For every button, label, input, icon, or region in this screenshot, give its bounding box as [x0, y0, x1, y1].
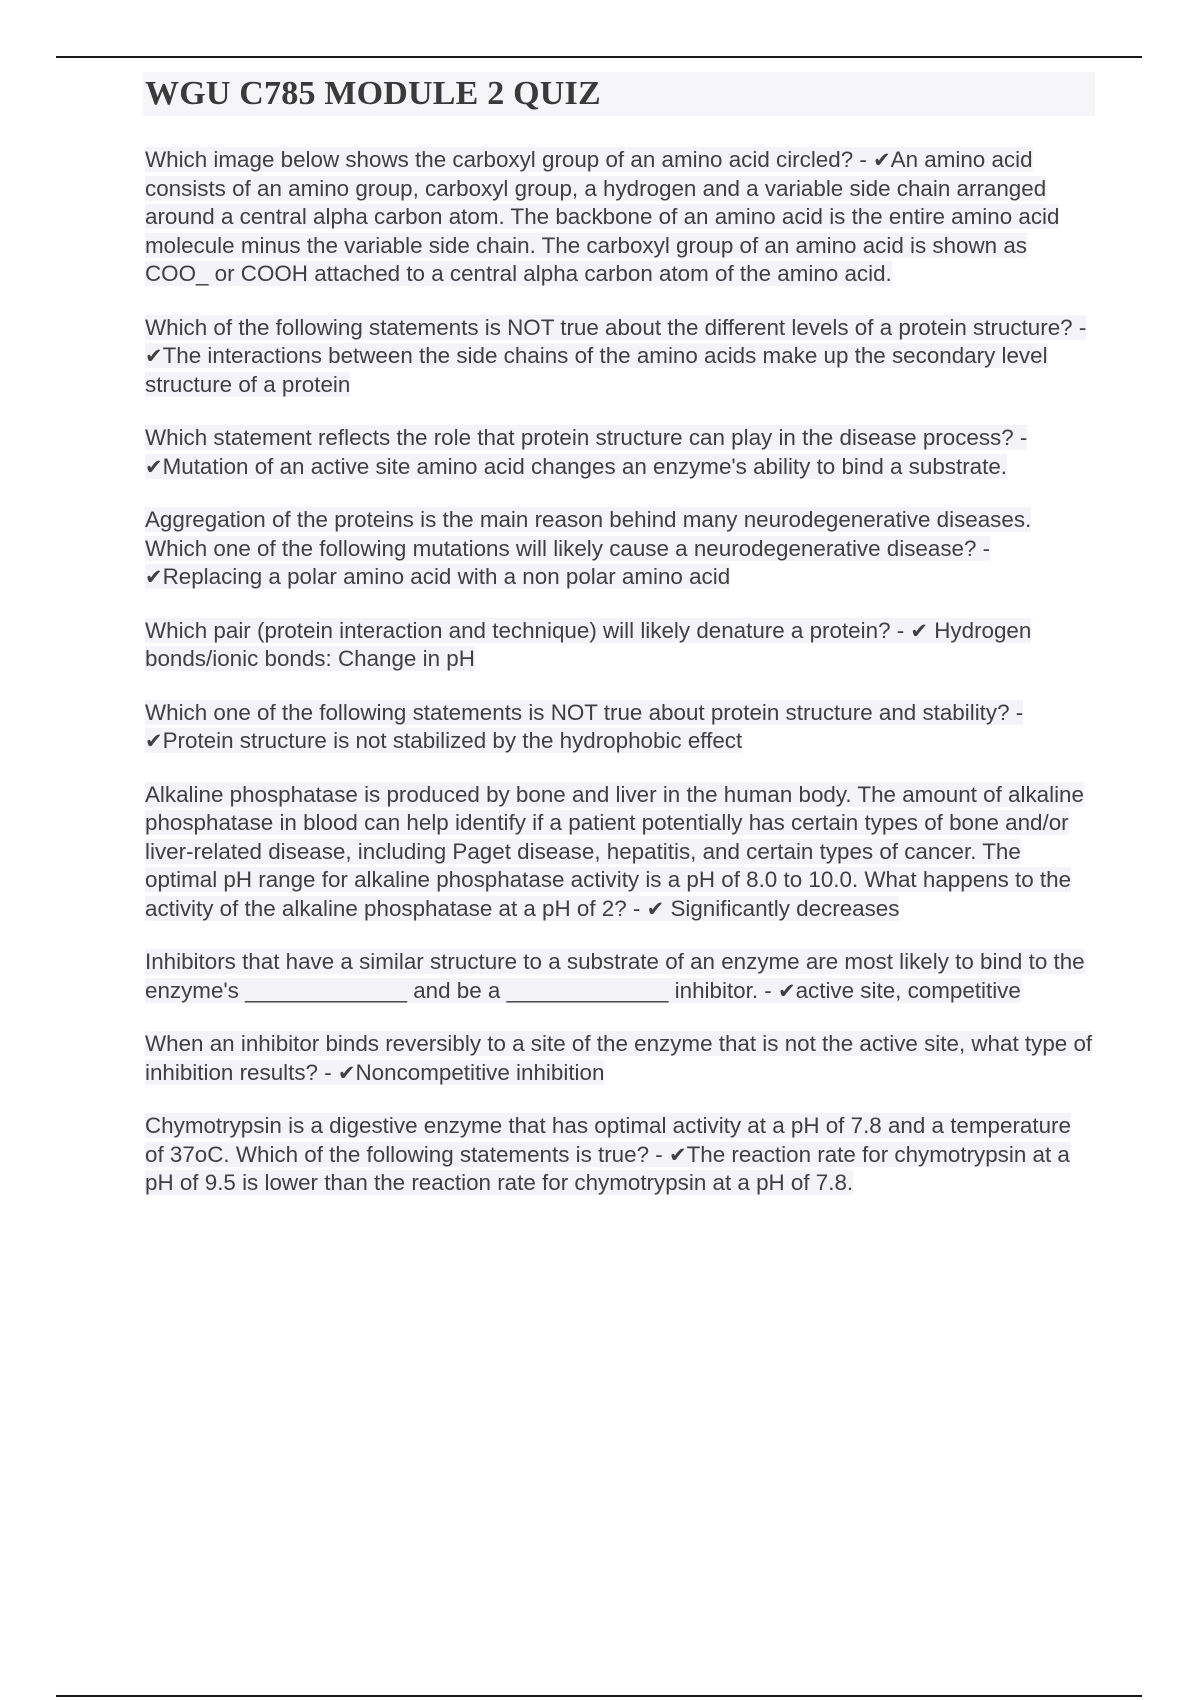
qa-item [145, 699, 1095, 756]
top-rule [56, 56, 1142, 58]
answer-text: The reaction rate for chymotrypsin at a pH of 9.5 is lower than the reaction rate for chymotrypsin at a pH of 7.8. [145, 1141, 1070, 1195]
qa-item-text [145, 507, 1031, 589]
question-text: Which pair (protein interaction and technique) will likely denature a protein? - [145, 617, 911, 643]
answer-text: active site, competitive [795, 977, 1021, 1003]
document-body [145, 72, 1095, 1223]
answer-text: The interactions between the side chains of the amino acids make up the secondary level structure of a protein [145, 343, 1048, 397]
checkmark-icon: ✔ [873, 148, 891, 172]
question-text: Which image below shows the carboxyl group of an amino acid circled? - [145, 147, 874, 172]
qa-item [145, 424, 1095, 481]
qa-item-text [145, 425, 1027, 479]
checkmark-icon: ✔ [910, 618, 929, 643]
answer-text: Mutation of an active site amino acid changes an enzyme's ability to bind a substrate. [162, 453, 1008, 479]
checkmark-icon: ✔ [145, 729, 163, 753]
checkmark-icon: ✔ [145, 565, 163, 589]
qa-item-text [145, 1031, 1092, 1085]
question-text: Alkaline phosphatase is produced by bone and liver in the human body. The amount of alkaline phosphatase in blood can help identify if a patient potentially has certain types of bone and/or liver-related disease, including Paget disease, hepatitis, and certain types of cancer. The optimal pH range for alkaline phosphatase activity is a pH of 8.0 to 10.0. What happens to the activity of the alkaline phosphatase at a pH of 2? - [145, 781, 1084, 921]
qa-item [145, 1030, 1095, 1087]
bottom-rule [56, 1695, 1142, 1697]
document-title: WGU C785 MODULE 2 QUIZ [145, 75, 601, 112]
answer-text: Protein structure is not stabilized by the hydrophobic effect [162, 728, 743, 753]
qa-item [145, 314, 1095, 400]
answer-text: Significantly decreases [664, 895, 900, 921]
qa-item-text [145, 1113, 1071, 1195]
question-text: Chymotrypsin is a digestive enzyme that has optimal activity at a pH of 7.8 and a temperature of 37oC. Which of the following statements is true? - [145, 1113, 1071, 1167]
qa-item-text [145, 618, 1031, 672]
qa-item [145, 1112, 1095, 1198]
question-text: Which statement reflects the role that protein structure can play in the disease process? - [145, 425, 1028, 450]
qa-item-text [145, 315, 1086, 397]
checkmark-icon: ✔ [337, 1060, 356, 1085]
checkmark-icon: ✔ [145, 344, 163, 368]
qa-item [145, 781, 1095, 924]
qa-item [145, 506, 1095, 592]
qa-item [145, 617, 1095, 674]
checkmark-icon: ✔ [777, 978, 796, 1003]
checkmark-icon: ✔ [145, 454, 163, 479]
qa-item-text [145, 700, 1023, 754]
answer-text: Hydrogen bonds/ionic bonds: Change in pH [145, 617, 1032, 671]
question-text: When an inhibitor binds reversibly to a site of the enzyme that is not the active site, what type of inhibition results? - [145, 1031, 1093, 1085]
qa-list [145, 146, 1095, 1198]
qa-item-text [145, 949, 1085, 1003]
question-text: Aggregation of the proteins is the main reason behind many neurodegenerative diseases. Which one of the following mutations will likely cause a neurodegenerative disease? - [145, 507, 1032, 561]
answer-text: An amino acid consists of an amino group, carboxyl group, a hydrogen and a variable side chain arranged around a central alpha carbon atom. The backbone of an amino acid is the entire amino acid molecule minus the variable side chain. The carboxyl group of an amino acid is shown as COO_ or COOH attached to a central alpha carbon atom of the amino acid. [145, 147, 1060, 286]
qa-item-text [145, 147, 1059, 286]
qa-item [145, 146, 1095, 289]
question-text: Which one of the following statements is NOT true about protein structure and stability? - [145, 699, 1024, 725]
answer-text: Noncompetitive inhibition [355, 1059, 605, 1085]
answer-text: Replacing a polar amino acid with a non polar amino acid [162, 564, 731, 589]
checkmark-icon: ✔ [646, 896, 665, 921]
title-band [143, 72, 1095, 116]
question-text: Which of the following statements is NOT true about the different levels of a protein structure? - [145, 314, 1087, 340]
qa-item [145, 948, 1095, 1005]
qa-item-text [145, 782, 1084, 921]
question-text: Inhibitors that have a similar structure to a substrate of an enzyme are most likely to bind to the enzyme's _____________ and be a _____________ inhibitor. - [145, 949, 1085, 1003]
checkmark-icon: ✔ [668, 1142, 687, 1167]
